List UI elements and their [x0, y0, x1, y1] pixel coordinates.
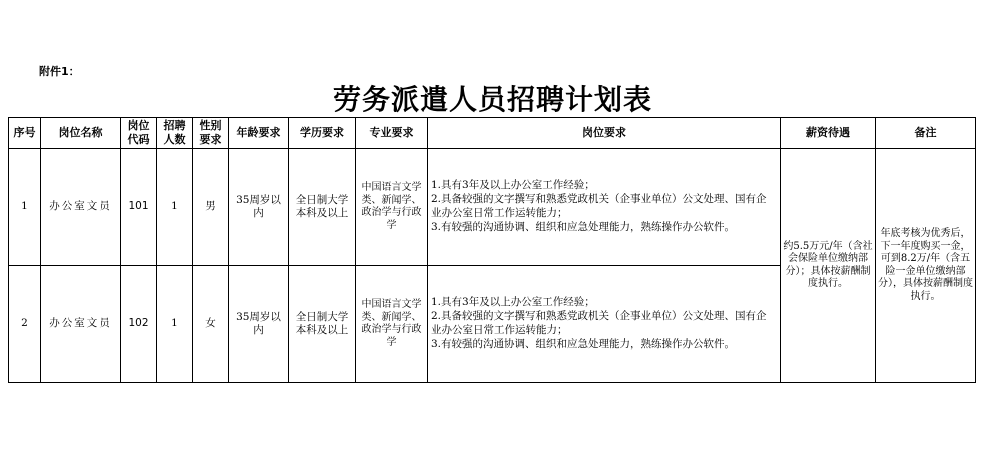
cell-age: 35周岁以内 — [229, 149, 289, 266]
requirement-line: 2.具备较强的文字撰写和熟悉党政机关（企事业单位）公文处理、国有企业办公室日常工作运转能力； — [431, 193, 767, 219]
table-header-row — [9, 118, 976, 149]
cell-headcount: 1 — [157, 149, 193, 266]
requirement-line: 1.具有3年及以上办公室工作经验； — [431, 179, 595, 192]
header-position-code: 岗位代码 — [121, 118, 157, 149]
header-age: 年龄要求 — [229, 118, 289, 149]
header-seq: 序号 — [9, 118, 41, 149]
cell-gender: 女 — [193, 266, 229, 383]
cell-requirements — [428, 149, 781, 266]
cell-requirements — [428, 266, 781, 383]
header-requirements: 岗位要求 — [428, 118, 781, 149]
requirement-line: 1.具有3年及以上办公室工作经验； — [431, 296, 595, 309]
table-row — [9, 149, 976, 266]
cell-gender: 男 — [193, 149, 229, 266]
page-title: 劳务派遣人员招聘计划表 — [332, 83, 652, 116]
cell-age: 35周岁以内 — [229, 266, 289, 383]
header-remarks: 备注 — [876, 118, 976, 149]
cell-position-name: 办公室文员 — [41, 149, 121, 266]
requirement-line: 3.有较强的沟通协调、组织和应急处理能力，熟练操作办公软件。 — [431, 337, 736, 350]
cell-headcount: 1 — [157, 266, 193, 383]
header-gender: 性别要求 — [193, 118, 229, 149]
cell-seq: 1 — [9, 149, 41, 266]
requirement-line: 3.有较强的沟通协调、组织和应急处理能力，熟练操作办公软件。 — [431, 220, 736, 233]
cell-position-name: 办公室文员 — [41, 266, 121, 383]
header-salary: 薪资待遇 — [781, 118, 876, 149]
header-headcount: 招聘人数 — [157, 118, 193, 149]
cell-salary: 约5.5万元/年（含社会保险单位缴纳部分）；具体按薪酬制度执行。 — [781, 149, 876, 383]
requirement-line: 2.具备较强的文字撰写和熟悉党政机关（企事业单位）公文处理、国有企业办公室日常工作运转能力； — [431, 310, 767, 336]
header-position-name: 岗位名称 — [41, 118, 121, 149]
cell-major: 中国语言文学类、新闻学、政治学与行政学 — [356, 266, 428, 383]
cell-position-code: 102 — [121, 266, 157, 383]
cell-education: 全日制大学本科及以上 — [289, 149, 356, 266]
attachment-label: 附件1： — [39, 65, 80, 78]
cell-major: 中国语言文学类、新闻学、政治学与行政学 — [356, 149, 428, 266]
recruitment-plan-table — [8, 117, 976, 383]
cell-seq: 2 — [9, 266, 41, 383]
cell-position-code: 101 — [121, 149, 157, 266]
header-education: 学历要求 — [289, 118, 356, 149]
cell-remarks: 年底考核为优秀后，下一年度购买一金，可到8.2万/年（含五险一金单位缴纳部分），具体按薪酬制度执行。 — [876, 149, 976, 383]
cell-education: 全日制大学本科及以上 — [289, 266, 356, 383]
header-major: 专业要求 — [356, 118, 428, 149]
